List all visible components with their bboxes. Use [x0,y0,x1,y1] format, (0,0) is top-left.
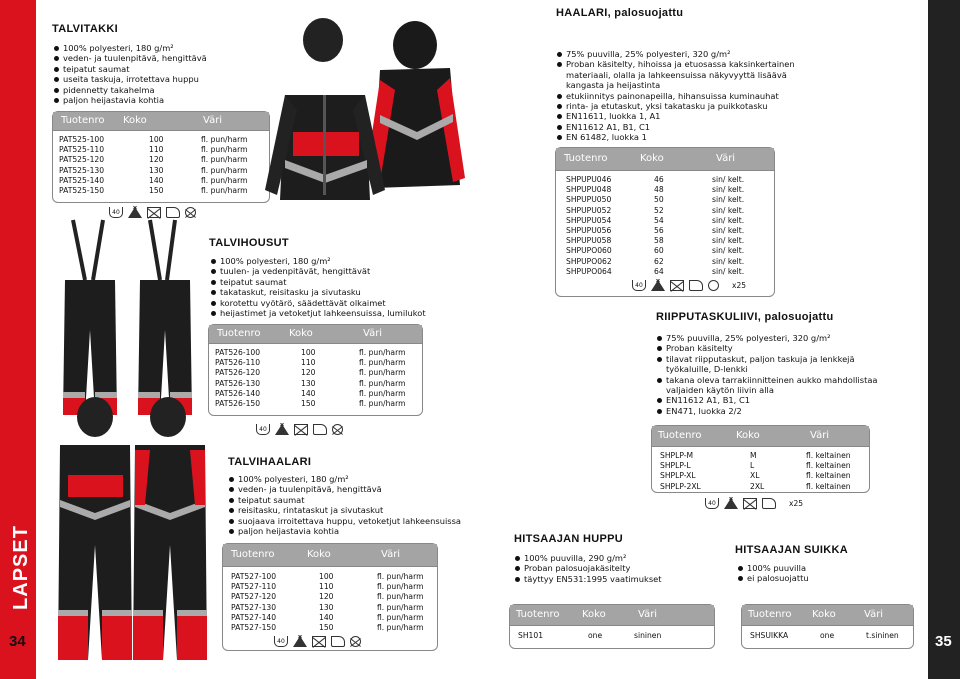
wash-count: x25 [732,281,746,290]
hitsaajan-huppu-table [509,604,715,649]
feature-item: etukiinnitys painonapeilla, hihansuissa kuminauhat [556,91,795,101]
table-row [223,613,437,623]
cell-color: fl. pun/harm [377,592,424,602]
cell-color: fl. keltainen [806,451,851,460]
col-color: Väri [716,153,736,164]
cell-size: 150 [301,398,316,408]
hitsaajan-huppu-title: HITSAAJAN HUPPU [514,533,624,545]
riipputaskuliivi-table [651,425,870,493]
feature-item: valjaiden käytön liivin alla [666,385,774,396]
cell-color: fl. pun/harm [201,135,248,144]
col-size: Koko [736,430,760,441]
no-bleach-icon [293,636,307,647]
talvihousut-table [208,324,423,416]
cell-size: 2XL [750,481,765,491]
col-color: Väri [864,609,884,620]
feature-item: 100% polyesteri, 180 g/m² [210,256,426,266]
table-row [556,257,774,267]
col-code: Tuotenro [748,609,792,620]
cell-color: fl. keltainen [806,471,851,481]
feature-item: pidennetty takahelma [53,85,207,95]
hitsaajan-suikka-title: HITSAAJAN SUIKKA [735,544,848,556]
table-header [510,605,714,626]
no-dry-clean-icon [350,636,361,647]
cell-size: 150 [149,185,164,195]
cell-color: fl. pun/harm [377,572,424,581]
cell-color: sin/ kelt. [712,256,745,266]
wash-40-icon: 40 [109,207,123,218]
riipputaskuliivi-features [656,333,878,416]
cell-code: SHPLP-M [660,451,694,460]
table-row [53,135,269,145]
table-row [223,603,437,613]
iron-icon [762,498,776,509]
cell-color: sin/ kelt. [712,236,745,246]
table-row [652,461,869,471]
cell-code: PAT527-120 [231,592,277,602]
feature-item: takataskut, reisitasku ja sivutasku [210,287,426,297]
col-color: Väri [203,115,223,126]
cell-code: PAT527-150 [231,622,277,632]
col-code: Tuotenro [658,430,702,441]
cell-size: 120 [319,592,334,602]
cell-color: fl. pun/harm [359,378,406,388]
cell-color: fl. keltainen [806,461,851,471]
talvihaalari-care-symbols [274,636,361,647]
riipputaskuliivi-care-symbols [705,498,803,509]
cell-size: 140 [319,612,334,622]
feature-item: veden- ja tuulenpitävä, hengittävä [53,53,207,63]
col-color: Väri [381,549,401,560]
cell-color: fl. pun/harm [201,185,248,195]
wash-40-icon: 40 [274,636,288,647]
table-row [53,145,269,155]
col-code: Tuotenro [564,153,608,164]
iron-icon [689,280,703,291]
table-row [652,482,869,492]
col-size: Koko [640,153,664,164]
feature-item: EN 61482, luokka 1 [556,132,795,142]
cell-code: PAT526-140 [215,388,261,398]
feature-item: takana oleva tarrakiinnitteinen aukko mahdollistaa [656,375,878,385]
cell-size: 120 [149,155,164,165]
no-tumble-dry-icon [147,207,161,218]
cell-size: 110 [149,145,164,155]
cell-size: 62 [654,256,664,266]
feature-item: korotettu vyötärö, säädettävät olkaimet [210,298,426,308]
cell-size: 130 [149,165,164,175]
cell-size: 130 [301,378,316,388]
table-header [223,544,437,567]
feature-item: täyttyy EN531:1995 vaatimukset [514,574,662,584]
talvihaalari-title: TALVIHAALARI [228,456,312,468]
iron-icon [313,424,327,435]
feature-item: EN11612 A1, B1, C1 [656,395,878,405]
haalari-care-symbols [632,280,746,291]
feature-item: Proban käsitelty, hihoissa ja etuosassa kaksinkertainen [556,59,795,69]
talvitakki-image [255,10,465,200]
feature-item: 100% polyesteri, 180 g/m² [53,43,207,53]
cell-color: sininen [634,631,662,640]
cell-color: fl. pun/harm [359,358,406,368]
cell-color: fl. pun/harm [201,165,248,175]
no-bleach-icon [724,498,738,509]
cell-size: 46 [654,175,664,184]
cell-code: PAT527-140 [231,612,277,622]
talvihousut-image [55,220,205,420]
cell-color: fl. pun/harm [377,602,424,612]
feature-item: paljon heijastavia kohtia [53,95,207,105]
no-bleach-icon [651,280,665,291]
haalari-title: HAALARI, palosuojattu [556,7,684,19]
cell-code: PAT526-110 [215,358,261,368]
cell-color: fl. pun/harm [201,145,248,155]
cell-code: PAT526-150 [215,398,261,408]
feature-item: työkaluille, D-lenkki [666,364,748,375]
cell-code: PAT527-130 [231,602,277,612]
cell-size: one [588,631,603,640]
no-bleach-icon [128,207,142,218]
feature-item: Proban käsitelty [656,343,878,353]
cell-code: SHSUIKKA [750,631,789,640]
table-header [652,426,869,447]
cell-color: sin/ kelt. [712,175,745,184]
feature-item: 100% polyesteri, 180 g/m² [228,474,461,484]
feature-item: reisitasku, rintataskut ja sivutaskut [228,505,461,515]
no-dry-clean-icon [332,424,343,435]
table-row [556,195,774,205]
feature-item: paljon heijastavia kohtia [228,526,461,536]
table-header [209,325,422,344]
table-row [742,631,913,641]
cell-code: SHPLP-XL [660,471,696,481]
table-row [652,471,869,481]
table-header [742,605,913,626]
cell-code: SHPLP-L [660,461,691,471]
col-color: Väri [810,430,830,441]
table-row [223,582,437,592]
col-size: Koko [582,609,606,620]
cell-code: PAT526-120 [215,368,261,378]
talvitakki-title: TALVITAKKI [52,23,118,35]
cell-size: 60 [654,246,664,256]
cell-color: fl. pun/harm [359,388,406,398]
right-section-bar [928,0,960,679]
cell-size: 48 [654,185,664,195]
cell-color: sin/ kelt. [712,225,745,235]
cell-color: fl. pun/harm [377,612,424,622]
cell-code: PAT525-130 [59,165,105,175]
talvihaalari-features [228,474,461,536]
wash-40-icon: 40 [705,498,719,509]
cell-code: PAT525-120 [59,155,105,165]
feature-item: EN11612 A1, B1, C1 [556,122,795,132]
table-row [209,368,422,378]
feature-item: useita taskuja, irrotettava huppu [53,74,207,84]
cell-code: SHPUPU052 [566,205,612,215]
table-row [510,631,714,641]
feature-item: teipatut saumat [53,64,207,74]
cell-color: sin/ kelt. [712,205,745,215]
riipputaskuliivi-title: RIIPPUTASKULIIVI, palosuojattu [656,311,834,323]
feature-item: materiaali, olalla ja lahkeensuissa näkyvyyttä lisäävä [566,69,787,80]
wash-40-icon: 40 [256,424,270,435]
wash-count: x25 [789,499,803,508]
talvitakki-care-symbols [109,207,196,218]
cell-code: PAT525-100 [59,135,105,144]
cell-code: SHPUPU056 [566,225,612,235]
iron-icon [166,207,180,218]
no-bleach-icon [275,424,289,435]
cell-code: PAT526-100 [215,348,261,357]
dry-clean-icon [708,280,719,291]
cell-size: 100 [319,572,334,581]
cell-color: t.sininen [866,631,899,640]
cell-code: SHPUPU048 [566,185,612,195]
cell-code: SHPLP-2XL [660,481,701,491]
table-row [53,155,269,165]
feature-item: 75% puuvilla, 25% polyesteri, 320 g/m² [656,333,878,343]
cell-code: SHPUPU058 [566,236,612,246]
hitsaajan-suikka-features [737,563,809,584]
table-row [209,358,422,368]
cell-code: SHPUPO060 [566,246,612,256]
cell-color: fl. pun/harm [201,175,248,185]
cell-code: PAT527-110 [231,582,277,592]
col-code: Tuotenro [231,549,275,560]
table-row [556,216,774,226]
feature-item: 75% puuvilla, 25% polyesteri, 320 g/m² [556,49,795,59]
table-row [209,348,422,358]
cell-code: SHPUPO062 [566,256,612,266]
cell-size: M [750,451,757,460]
cell-color: fl. pun/harm [359,398,406,408]
col-size: Koko [123,115,147,126]
cell-size: 100 [301,348,316,357]
cell-color: fl. pun/harm [377,582,424,592]
col-color: Väri [363,328,383,339]
table-row [556,246,774,256]
cell-size: 58 [654,236,664,246]
feature-item: kangasta ja heijastinta [566,80,661,91]
cell-size: 54 [654,215,664,225]
cell-code: PAT525-110 [59,145,105,155]
feature-item: teipatut saumat [210,277,426,287]
table-row [556,185,774,195]
cell-color: sin/ kelt. [712,266,745,276]
table-header [53,112,269,131]
feature-item: EN471, luokka 2/2 [656,406,878,416]
table-row [209,379,422,389]
feature-item: 100% puuvilla, 290 g/m² [514,553,662,563]
table-row [53,186,269,196]
talvihousut-care-symbols [256,424,343,435]
table-row [556,206,774,216]
cell-size: one [820,631,835,640]
no-tumble-dry-icon [312,636,326,647]
hitsaajan-suikka-table [741,604,914,649]
cell-code: SHPUPU054 [566,215,612,225]
cell-color: sin/ kelt. [712,246,745,256]
cell-color: sin/ kelt. [712,185,745,195]
cell-size: 140 [149,175,164,185]
no-tumble-dry-icon [294,424,308,435]
feature-item: tuulen- ja vedenpitävät, hengittävät [210,266,426,276]
cell-size: 130 [319,602,334,612]
table-row [223,572,437,582]
feature-item: rinta- ja etutaskut, yksi takatasku ja puikkotasku [556,101,795,111]
cell-code: PAT525-140 [59,175,105,185]
table-row [223,592,437,602]
cell-size: 52 [654,205,664,215]
table-row [53,176,269,186]
cell-code: SHPUPU050 [566,195,612,205]
feature-item: EN11611, luokka 1, A1 [556,111,795,121]
feature-item: ei palosuojattu [737,573,809,583]
table-row [556,236,774,246]
cell-size: 56 [654,225,664,235]
cell-color: sin/ kelt. [712,195,745,205]
feature-item: tilavat riipputaskut, paljon taskuja ja lenkkejä [656,354,878,364]
feature-item: Proban palosuojakäsitelty [514,563,662,573]
cell-color: fl. pun/harm [359,368,406,378]
talvitakki-table [52,111,270,203]
feature-item: suojaava irroitettava huppu, vetoketjut lahkeensuissa [228,516,461,526]
table-row [556,226,774,236]
cell-size: 100 [149,135,164,144]
no-tumble-dry-icon [743,498,757,509]
col-code: Tuotenro [516,609,560,620]
cell-size: 140 [301,388,316,398]
cell-color: fl. pun/harm [359,348,406,357]
talvihaalari-table [222,543,438,651]
feature-item: 100% puuvilla [737,563,809,573]
table-row [53,166,269,176]
feature-item: veden- ja tuulenpitävä, hengittävä [228,484,461,494]
col-code: Tuotenro [217,328,261,339]
cell-code: PAT526-130 [215,378,261,388]
col-color: Väri [638,609,658,620]
cell-code: SHPUPO064 [566,266,612,276]
cell-size: L [750,461,755,471]
cell-color: fl. pun/harm [377,622,424,632]
table-row [556,175,774,185]
col-size: Koko [307,549,331,560]
left-section-label: LAPSET [9,525,32,610]
col-size: Koko [812,609,836,620]
talvihaalari-image [40,395,215,665]
col-code: Tuotenro [61,115,105,126]
feature-item: teipatut saumat [228,495,461,505]
col-size: Koko [289,328,313,339]
cell-size: XL [750,471,760,481]
table-row [556,267,774,277]
table-row [209,389,422,399]
cell-size: 50 [654,195,664,205]
cell-size: 150 [319,622,334,632]
cell-color: fl. pun/harm [201,155,248,165]
iron-icon [331,636,345,647]
table-row [652,451,869,461]
page-number-left: 34 [9,633,26,650]
cell-size: 110 [319,582,334,592]
hitsaajan-huppu-features [514,553,662,584]
cell-code: PAT525-150 [59,185,105,195]
wash-40-icon: 40 [632,280,646,291]
talvitakki-features [53,43,207,105]
page-number-right: 35 [935,633,952,650]
cell-code: PAT527-100 [231,572,277,581]
table-row [209,399,422,409]
feature-item: heijastimet ja vetoketjut lahkeensuissa, lumilukot [210,308,426,318]
no-dry-clean-icon [185,207,196,218]
no-tumble-dry-icon [670,280,684,291]
cell-size: 120 [301,368,316,378]
cell-color: sin/ kelt. [712,215,745,225]
cell-code: SHPUPU046 [566,175,612,184]
cell-color: fl. keltainen [806,481,851,491]
table-header [556,148,774,171]
cell-code: SH101 [518,631,544,640]
haalari-features [556,49,795,143]
haalari-table [555,147,775,297]
talvihousut-title: TALVIHOUSUT [209,237,289,249]
cell-size: 64 [654,266,664,276]
table-row [223,623,437,633]
cell-size: 110 [301,358,316,368]
right-section-label: PALOSUOJATUT [957,445,980,618]
talvihousut-features [210,256,426,318]
